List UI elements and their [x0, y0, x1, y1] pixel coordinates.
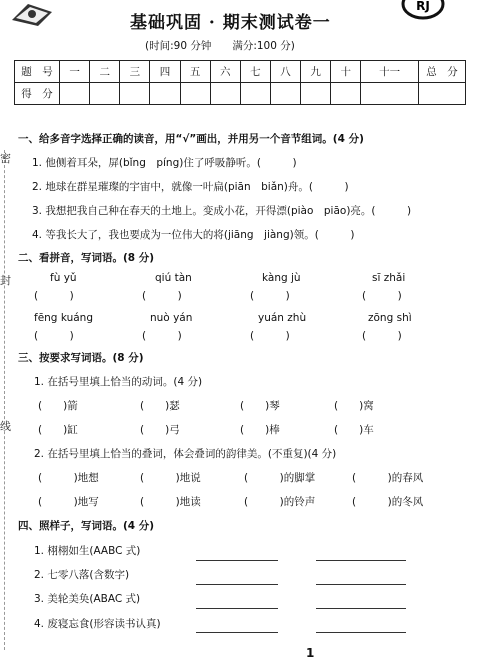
- example-word: 2. 七零八落(含数字): [34, 569, 130, 581]
- example-word: 1. 栩栩如生(AABC 式): [34, 545, 141, 557]
- logo-text: RJ: [416, 0, 430, 13]
- section-2-heading: 二、看拼音，写词语。(8 分): [18, 252, 155, 264]
- row-label-question: 题 号: [15, 61, 60, 83]
- column-header: 十: [331, 61, 361, 83]
- column-header-total: 总 分: [419, 61, 466, 83]
- reduplicated-blank[interactable]: ( )的春风: [352, 472, 424, 484]
- question-item: 3. 我想把我自己种在春天的土地上。变成小花，开得漂(piào piāo)亮。( ): [32, 205, 412, 217]
- pinyin-label: zōng shì: [368, 312, 412, 324]
- answer-line[interactable]: [196, 632, 278, 633]
- column-header: 八: [270, 61, 300, 83]
- pinyin-label: fēng kuáng: [34, 312, 93, 324]
- column-header: 九: [301, 61, 331, 83]
- answer-box[interactable]: ( ): [34, 330, 74, 342]
- question-item: 4. 等我长大了，我也要成为一位伟大的将(jiāng jiàng)领。( ): [32, 229, 355, 241]
- answer-box[interactable]: ( ): [362, 290, 402, 302]
- score-cell[interactable]: [150, 83, 180, 105]
- score-cell-total[interactable]: [419, 83, 466, 105]
- answer-line[interactable]: [316, 560, 406, 561]
- pinyin-label: fù yǔ: [50, 272, 77, 284]
- section-3-heading: 三、按要求写词语。(8 分): [18, 352, 144, 364]
- reduplicated-blank[interactable]: ( )地读: [140, 496, 201, 508]
- answer-line[interactable]: [316, 632, 406, 633]
- column-header: 十一: [361, 61, 419, 83]
- pinyin-label: qiú tàn: [155, 272, 192, 284]
- verb-blank[interactable]: ( )琴: [240, 400, 280, 412]
- score-table-score-row: [15, 83, 466, 105]
- pinyin-label: sī zhǎi: [372, 272, 406, 284]
- answer-box[interactable]: ( ): [250, 330, 290, 342]
- column-header: 一: [60, 61, 90, 83]
- answer-line[interactable]: [196, 560, 278, 561]
- score-cell[interactable]: [210, 83, 240, 105]
- column-header: 五: [180, 61, 210, 83]
- column-header: 二: [90, 61, 120, 83]
- section-4-heading: 四、照样子，写词语。(4 分): [18, 520, 155, 532]
- score-cell[interactable]: [301, 83, 331, 105]
- score-cell[interactable]: [270, 83, 300, 105]
- section-1-heading: 一、给多音字选择正确的读音，用“√”画出，并用另一个音节组词。(4 分): [18, 133, 364, 145]
- question-item: 1. 他侧着耳朵，屏(bǐng píng)住了呼吸静听。( ): [32, 157, 297, 169]
- sub-question: 2. 在括号里填上恰当的叠词，体会叠词的韵律美。(不重复)(4 分): [34, 448, 337, 460]
- verb-blank[interactable]: ( )箭: [38, 400, 78, 412]
- verb-blank[interactable]: ( )窝: [334, 400, 374, 412]
- column-header: 四: [150, 61, 180, 83]
- example-word: 3. 美轮美奂(ABAC 式): [34, 593, 141, 605]
- book-logo-icon: [8, 0, 58, 26]
- answer-line[interactable]: [196, 584, 278, 585]
- reduplicated-blank[interactable]: ( )的冬风: [352, 496, 424, 508]
- column-header: 六: [210, 61, 240, 83]
- score-cell[interactable]: [180, 83, 210, 105]
- verb-blank[interactable]: ( )弓: [140, 424, 180, 436]
- score-cell[interactable]: [240, 83, 270, 105]
- answer-line[interactable]: [196, 608, 278, 609]
- verb-blank[interactable]: ( )瑟: [140, 400, 180, 412]
- reduplicated-blank[interactable]: ( )地写: [38, 496, 99, 508]
- score-table: [14, 60, 466, 105]
- score-cell[interactable]: [90, 83, 120, 105]
- question-item: 2. 地球在群星璀璨的宇宙中，就像一叶扁(piān biǎn)舟。( ): [32, 181, 349, 193]
- row-label-score: 得 分: [15, 83, 60, 105]
- score-cell[interactable]: [361, 83, 419, 105]
- score-table-header-row: [15, 61, 466, 83]
- page-title: 基础巩固 · 期末测试卷一: [130, 13, 331, 33]
- score-cell[interactable]: [120, 83, 150, 105]
- reduplicated-blank[interactable]: ( )的铃声: [244, 496, 316, 508]
- answer-line[interactable]: [316, 584, 406, 585]
- pinyin-label: nuò yán: [150, 312, 193, 324]
- answer-box[interactable]: ( ): [142, 330, 182, 342]
- verb-blank[interactable]: ( )缸: [38, 424, 78, 436]
- rj-logo-icon: [400, 0, 446, 20]
- example-word: 4. 废寝忘食(形容读书认真): [34, 618, 161, 630]
- reduplicated-blank[interactable]: ( )的脚掌: [244, 472, 316, 484]
- sub-question: 1. 在括号里填上恰当的动词。(4 分): [34, 376, 203, 388]
- reduplicated-blank[interactable]: ( )地说: [140, 472, 201, 484]
- answer-box[interactable]: ( ): [362, 330, 402, 342]
- margin-mark: 密: [0, 152, 11, 165]
- verb-blank[interactable]: ( )车: [334, 424, 374, 436]
- reduplicated-blank[interactable]: ( )地想: [38, 472, 99, 484]
- answer-box[interactable]: ( ): [34, 290, 74, 302]
- exam-info: (时间:90 分钟 满分:100 分): [145, 40, 295, 52]
- score-cell[interactable]: [331, 83, 361, 105]
- column-header: 七: [240, 61, 270, 83]
- answer-line[interactable]: [316, 608, 406, 609]
- pinyin-label: yuán zhù: [258, 312, 307, 324]
- page-number: 1: [306, 646, 315, 660]
- column-header: 三: [120, 61, 150, 83]
- margin-mark: 封: [0, 274, 11, 287]
- verb-blank[interactable]: ( )棒: [240, 424, 280, 436]
- answer-box[interactable]: ( ): [142, 290, 182, 302]
- answer-box[interactable]: ( ): [250, 290, 290, 302]
- seal-line: [4, 150, 5, 650]
- pinyin-label: kàng jù: [262, 272, 301, 284]
- margin-mark: 线: [0, 420, 11, 433]
- score-cell[interactable]: [60, 83, 90, 105]
